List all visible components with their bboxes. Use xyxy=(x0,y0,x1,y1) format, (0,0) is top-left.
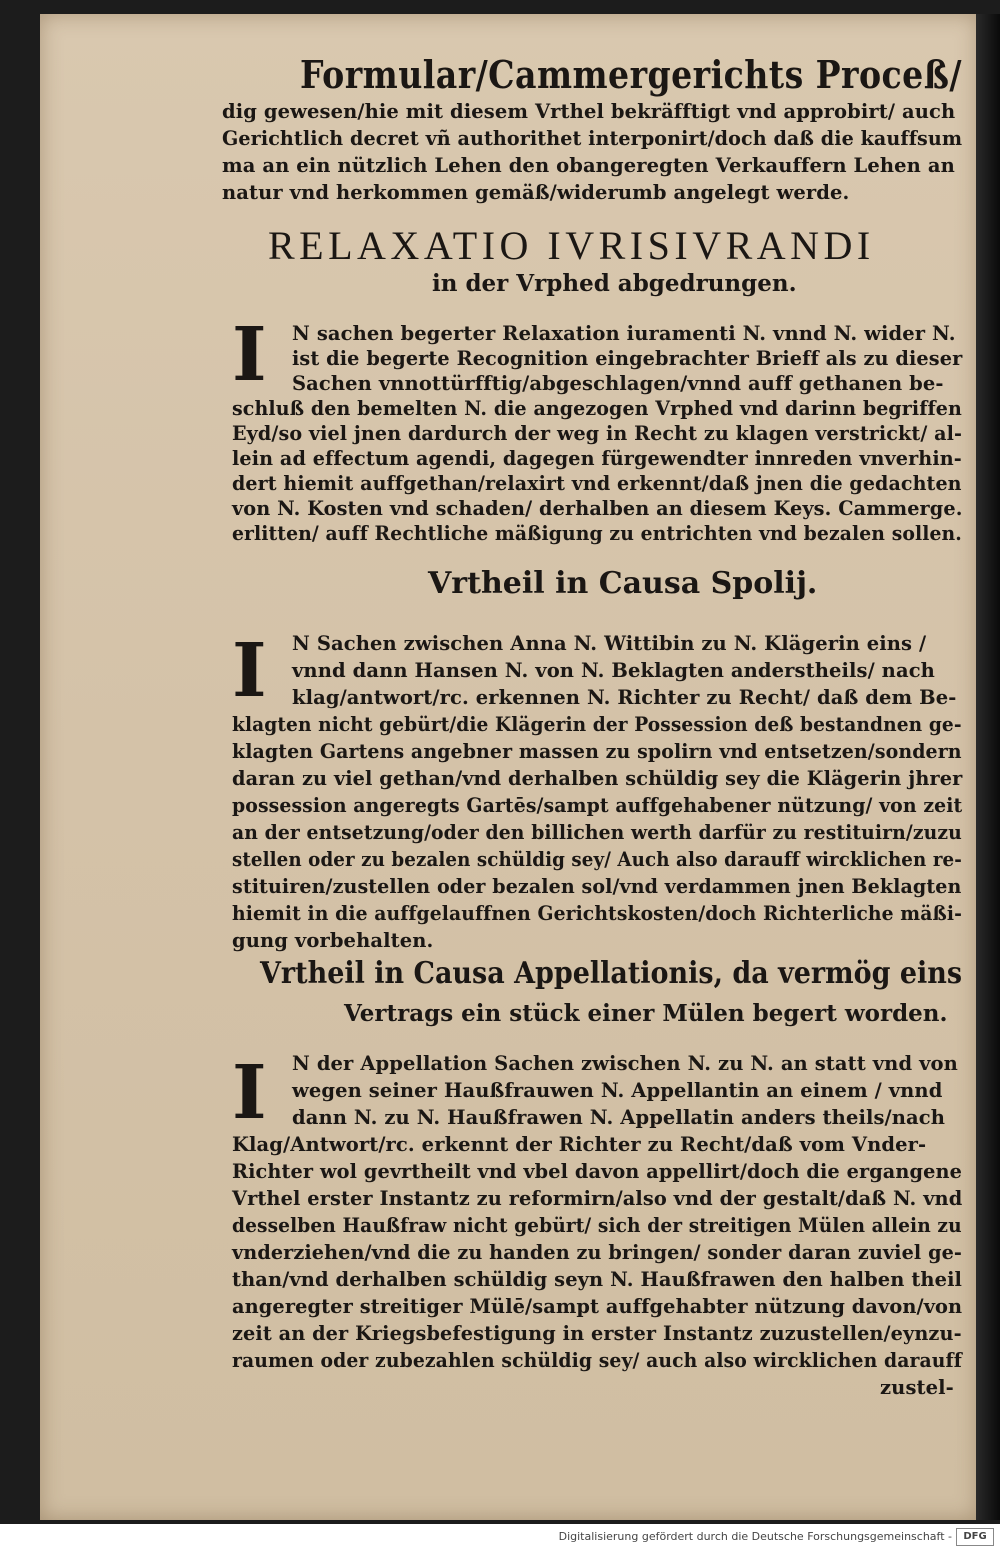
section1-line: Sachen vnnottürfftig/abgeschlagen/vnnd auff gethanen be- xyxy=(292,372,944,395)
section2-line: gung vorbehalten. xyxy=(232,929,434,952)
section1-line: Eyd/so viel jnen dardurch der weg in Recht zu klagen verstrickt/ al- xyxy=(232,422,963,445)
intro-line: natur vnd herkommen gemäß/widerumb angelegt werde. xyxy=(222,181,850,204)
section1-line: schluß den bemelten N. die angezogen Vrphed vnd darinn begriffen xyxy=(232,397,962,420)
section1-line: von N. Kosten vnd schaden/ derhalben an diesem Keys. Cammerge. xyxy=(232,497,963,520)
section3-line: desselben Haußfraw nicht gebürt/ sich der streitigen Mülen allein zu xyxy=(232,1214,962,1237)
section3-line: dann N. zu N. Haußfrawen N. Appellatin anders theils/nach xyxy=(292,1106,946,1129)
section3-line: N der Appellation Sachen zwischen N. zu N. an statt vnd von xyxy=(292,1052,958,1075)
section3-line: vnderziehen/vnd die zu handen zu bringen/ sonder daran zuviel ge- xyxy=(232,1241,962,1264)
section3-line: than/vnd derhalben schüldig seyn N. Haußfrawen den halben theil xyxy=(232,1268,963,1291)
footer-bar xyxy=(0,1524,1000,1549)
section1-line: dert hiemit auffgethan/relaxirt vnd erkennt/daß jnen die gedachten xyxy=(232,472,962,495)
section1-line: N sachen begerter Relaxation iuramenti N. vnnd N. wider N. xyxy=(292,322,956,345)
section2-line: stellen oder zu bezalen schüldig sey/ Auch also darauff wircklichen re- xyxy=(232,848,962,871)
section1-line: ist die begerte Recognition eingebrachter Brieff als zu dieser xyxy=(292,347,963,370)
section2-line: N Sachen zwischen Anna N. Wittibin zu N. Klägerin eins / xyxy=(292,632,927,655)
section3-line: Klag/Antwort/rc. erkennt der Richter zu Recht/daß vom Vnder- xyxy=(232,1133,927,1156)
section2-line: hiemit in die auffgelauffnen Gerichtskosten/doch Richterliche mäßi- xyxy=(232,902,962,925)
section3-line: angeregter streitiger Mülē/sampt auffgehabter nützung davon/von xyxy=(232,1295,963,1318)
section1-line: lein ad effectum agendi, dagegen fürgewendter innreden vnverhin- xyxy=(232,447,962,470)
dfg-logo: DFG xyxy=(956,1528,994,1546)
intro-line: ma an ein nützlich Lehen den obangeregten Verkauffern Lehen an xyxy=(222,154,955,177)
section2-line: daran zu viel gethan/vnd derhalben schüldig sey die Klägerin jhrer xyxy=(232,767,963,790)
book-gutter xyxy=(976,14,1000,1520)
intro-line: Gerichtlich decret vñ authorithet interponirt/doch daß die kauffsum xyxy=(222,127,963,150)
section1-line: erlitten/ auff Rechtliche mäßigung zu entrichten vnd bezalen sollen. xyxy=(232,522,962,545)
section2-line: klagten nicht gebürt/die Klägerin der Possession deß bestandnen ge- xyxy=(232,713,962,736)
section3-title-line2: Vertrags ein stück einer Mülen begert worden. xyxy=(344,1000,948,1027)
footer-credit: Digitalisierung gefördert durch die Deutsche Forschungsgemeinschaft - xyxy=(558,1530,952,1543)
section3-line: raumen oder zubezahlen schüldig sey/ auch also wircklichen darauff xyxy=(232,1349,962,1372)
section2-line: stituiren/zustellen oder bezalen sol/vnd verdammen jnen Beklagten xyxy=(232,875,962,898)
section3-initial: I xyxy=(232,1050,267,1136)
section1-title: RELAXATIO IVRISIVRANDI xyxy=(268,223,875,268)
section2-initial: I xyxy=(232,628,267,714)
running-head: Formular/Cammergerichts Proceß/ xyxy=(300,52,962,97)
section2-line: klag/antwort/rc. erkennen N. Richter zu Recht/ daß dem Be- xyxy=(292,686,957,709)
section2-line: an der entsetzung/oder den billichen werth darfür zu restituirn/zuzu xyxy=(232,821,962,844)
catchword: zustel- xyxy=(880,1376,954,1399)
section2-title: Vrtheil in Causa Spolij. xyxy=(428,566,818,601)
section3-title-line1: Vrtheil in Causa Appellationis, da vermög eins xyxy=(260,956,963,991)
section2-line: possession angeregts Gartēs/sampt auffgehabener nützung/ von zeit xyxy=(232,794,963,817)
section3-line: Richter wol gevrtheilt vnd vbel davon appellirt/doch die ergangene xyxy=(232,1160,962,1183)
section3-line: Vrthel erster Instantz zu reformirn/also vnd der gestalt/daß N. vnd xyxy=(232,1187,963,1210)
section3-line: zeit an der Kriegsbefestigung in erster Instantz zuzustellen/eynzu- xyxy=(232,1322,962,1345)
intro-line: dig gewesen/hie mit diesem Vrthel bekräfftigt vnd approbirt/ auch xyxy=(222,100,956,123)
section2-line: klagten Gartens angebner massen zu spolirn vnd entsetzen/sondern xyxy=(232,740,962,763)
section2-line: vnnd dann Hansen N. von N. Beklagten anderstheils/ nach xyxy=(292,659,935,682)
section3-line: wegen seiner Haußfrauwen N. Appellantin an einem / vnnd xyxy=(292,1079,943,1102)
section1-subtitle: in der Vrphed abgedrungen. xyxy=(432,270,797,297)
section1-initial: I xyxy=(232,312,267,398)
